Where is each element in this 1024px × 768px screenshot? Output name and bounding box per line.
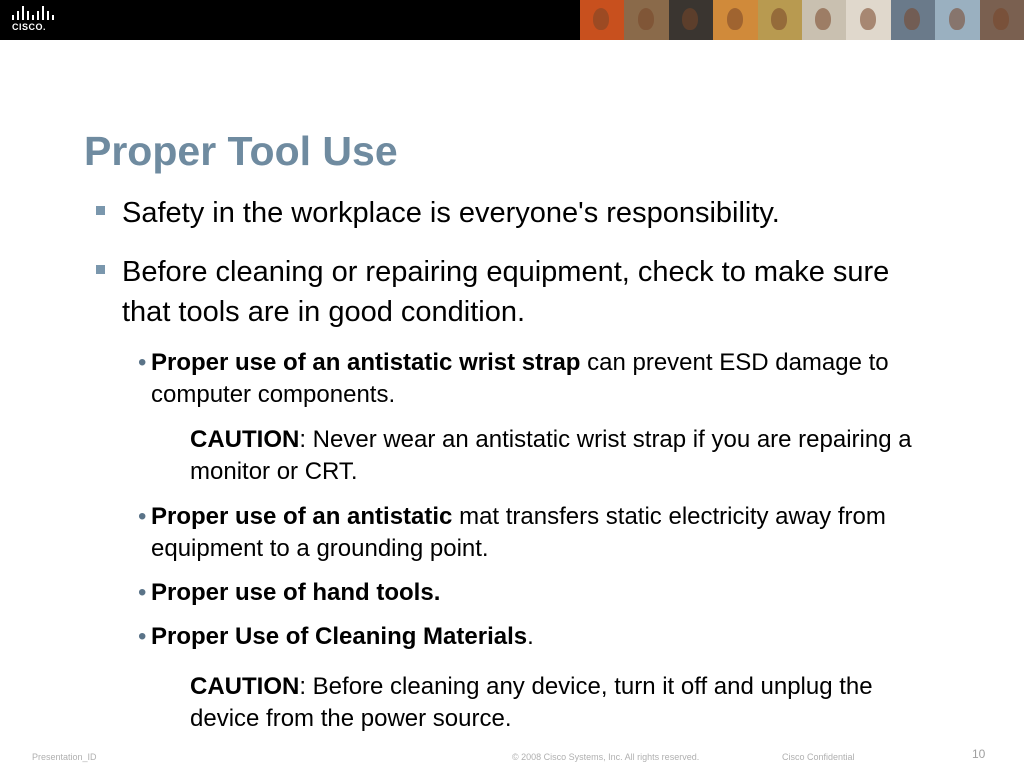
footer-copyright: © 2008 Cisco Systems, Inc. All rights reserved. <box>512 752 700 762</box>
caution-note: CAUTION: Never wear an antistatic wrist strap if you are repairing a monitor or CRT. <box>190 426 912 485</box>
dot-bullet-icon: • <box>138 503 147 530</box>
square-bullet-icon <box>96 206 105 215</box>
page-number: 10 <box>972 747 986 761</box>
cisco-logo <box>8 6 60 34</box>
square-bullet-icon <box>96 265 105 274</box>
dot-bullet-icon: • <box>138 579 147 606</box>
photo-tile <box>846 0 890 40</box>
cisco-logo-text: CISCO. <box>12 22 47 32</box>
caution-note: CAUTION: Before cleaning any device, turn it off and unplug the device from the power source. <box>190 673 873 732</box>
photo-tile <box>802 0 846 40</box>
photo-tile <box>758 0 802 40</box>
photo-tile <box>713 0 757 40</box>
cisco-bars-icon <box>8 6 60 20</box>
header-photo-strip <box>580 0 1024 40</box>
photo-tile <box>580 0 624 40</box>
footer-confidential: Cisco Confidential <box>782 752 855 762</box>
photo-tile <box>669 0 713 40</box>
dot-bullet-icon: • <box>138 623 147 650</box>
photo-tile <box>980 0 1024 40</box>
photo-tile <box>935 0 979 40</box>
header-bar <box>0 0 1024 40</box>
dot-bullet-icon: • <box>138 349 147 376</box>
photo-tile <box>624 0 668 40</box>
slide-title: Proper Tool Use <box>84 128 398 174</box>
photo-tile <box>891 0 935 40</box>
footer-presentation-id: Presentation_ID <box>32 752 97 762</box>
